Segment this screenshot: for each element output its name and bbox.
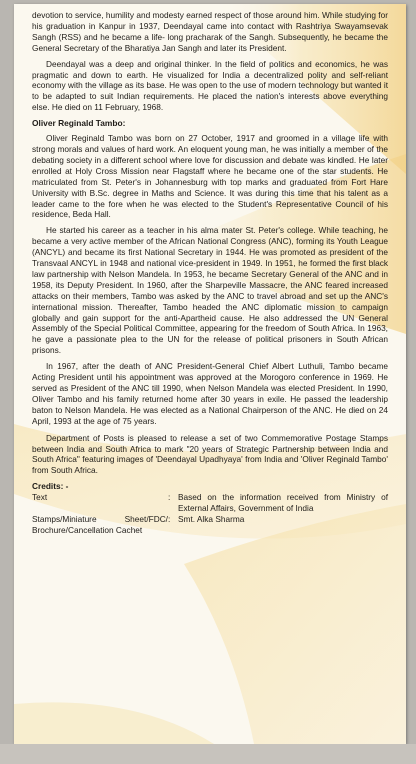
document-body — [32, 10, 388, 536]
paragraph-tambo-anc-career: He started his career as a teacher in his alma mater St. Peter's college. While teaching, he became a very active member of the African National Congress (ANC), forming its Youth League (ANCYL) and became its first National Secretary in 1944. He was promoted as president of the Transvaal ANCYL in 1948 and national vice-president in 1949. In 1951, he formed the first black law partnership with Nelson Mandela. In 1953, he became Secretary General of the ANC and in 1958, its Deputy President. In 1960, after the Sharpeville Massacre, the ANC feared increased attacks on their members, Tambo was asked by the ANC to travel abroad and set up the ANC's international mission. Thereafter, Tambo headed the ANC diplomatic mission to campaign globally and gain support for the anti-Apartheid cause. He also addressed the UN General Assembly of the Special Political Committee, appearing for the freedom of South Africa. In 1963, he gave a passionate plea to the UN for the release of political prisoners in South African prisons. — [32, 225, 388, 356]
page-bottom-fold — [0, 744, 416, 764]
credits-row-text — [32, 492, 388, 514]
credits-row-design — [32, 514, 388, 536]
credits-table — [32, 492, 388, 536]
brochure-page — [14, 4, 406, 744]
section-heading-tambo: Oliver Reginald Tambo: — [32, 118, 126, 129]
credits-separator: : — [168, 513, 171, 524]
paragraph-tambo-early-life: Oliver Reginald Tambo was born on 27 October, 1917 and groomed in a village life with strong morals and values of hard work. An eloquent young man, he was initially a member of the debating society in a different school where love for discussion and debate was kindled. He later enrolled at Holy Cross Mission near Flagstaff where he became one of the star students. He matriculated from St. Peter's in Johannesburg with top marks and graduated from Fort Hare University with B.Sc. degree in Maths and Science. It was during this time that his talent as a leader came to the fore when he was elected to the Student's Representative Council of his residence, Beda Hall. — [32, 133, 388, 220]
credits-separator: : — [168, 492, 171, 503]
credits-value: Smt. Alka Sharma — [178, 513, 245, 524]
paragraph-deendayal-career: devotion to service, humility and modesty earned respect of those around him. While studying for his graduation in Kanpur in 1937, Deendayal came into contact with Rashtriya Swayamsevak Sangh (RSS) and he became a life- long pracharak of the Sangh. Subsequently, he became the General Secretary of the Bharatiya Jan Sangh and later its President. — [32, 10, 388, 53]
credits-title: Credits: - — [32, 481, 69, 492]
credits-value: Based on the information received from Ministry of External Affairs, Government of India — [178, 492, 388, 514]
paragraph-stamp-release: Department of Posts is pleased to release a set of two Commemorative Postage Stamps between India and South Africa to mark "20 years of Strategic Partnership between India and South Africa" featuring images of 'Deendayal Upadhyaya' from India and 'Oliver Reginald Tambo' from South Africa. — [32, 432, 388, 476]
credits-key: Text — [32, 492, 48, 503]
credits-key: Stamps/Miniature Sheet/FDC/ Brochure/Cancellation Cachet — [32, 513, 168, 535]
paragraph-deendayal-thinker: Deendayal was a deep and original thinker. In the field of politics and economics, he was pragmatic and down to earth. He visualized for India a decentralized polity and self-reliant economy with the village as its base. He was open to the use of modern technology but wanted it to be adapted to suit Indian requirements. He placed the nation's interests above everything else. He died on 11 February, 1968. — [32, 58, 388, 113]
paragraph-tambo-presidency: In 1967, after the death of ANC President-General Chief Albert Luthuli, Tambo became Acting President until his appointment was approved at the Morogoro conference in 1969. He served as President of the ANC till 1990, when Nelson Mandela was elected President. In 1990, Oliver Tambo and his family returned home after 30 years in exile. He passed the leadership baton to Nelson Mandela. He was elected as a National Chairperson of the ANC. He died on 24 April, 1993 at the age of 75 years. — [32, 361, 388, 426]
